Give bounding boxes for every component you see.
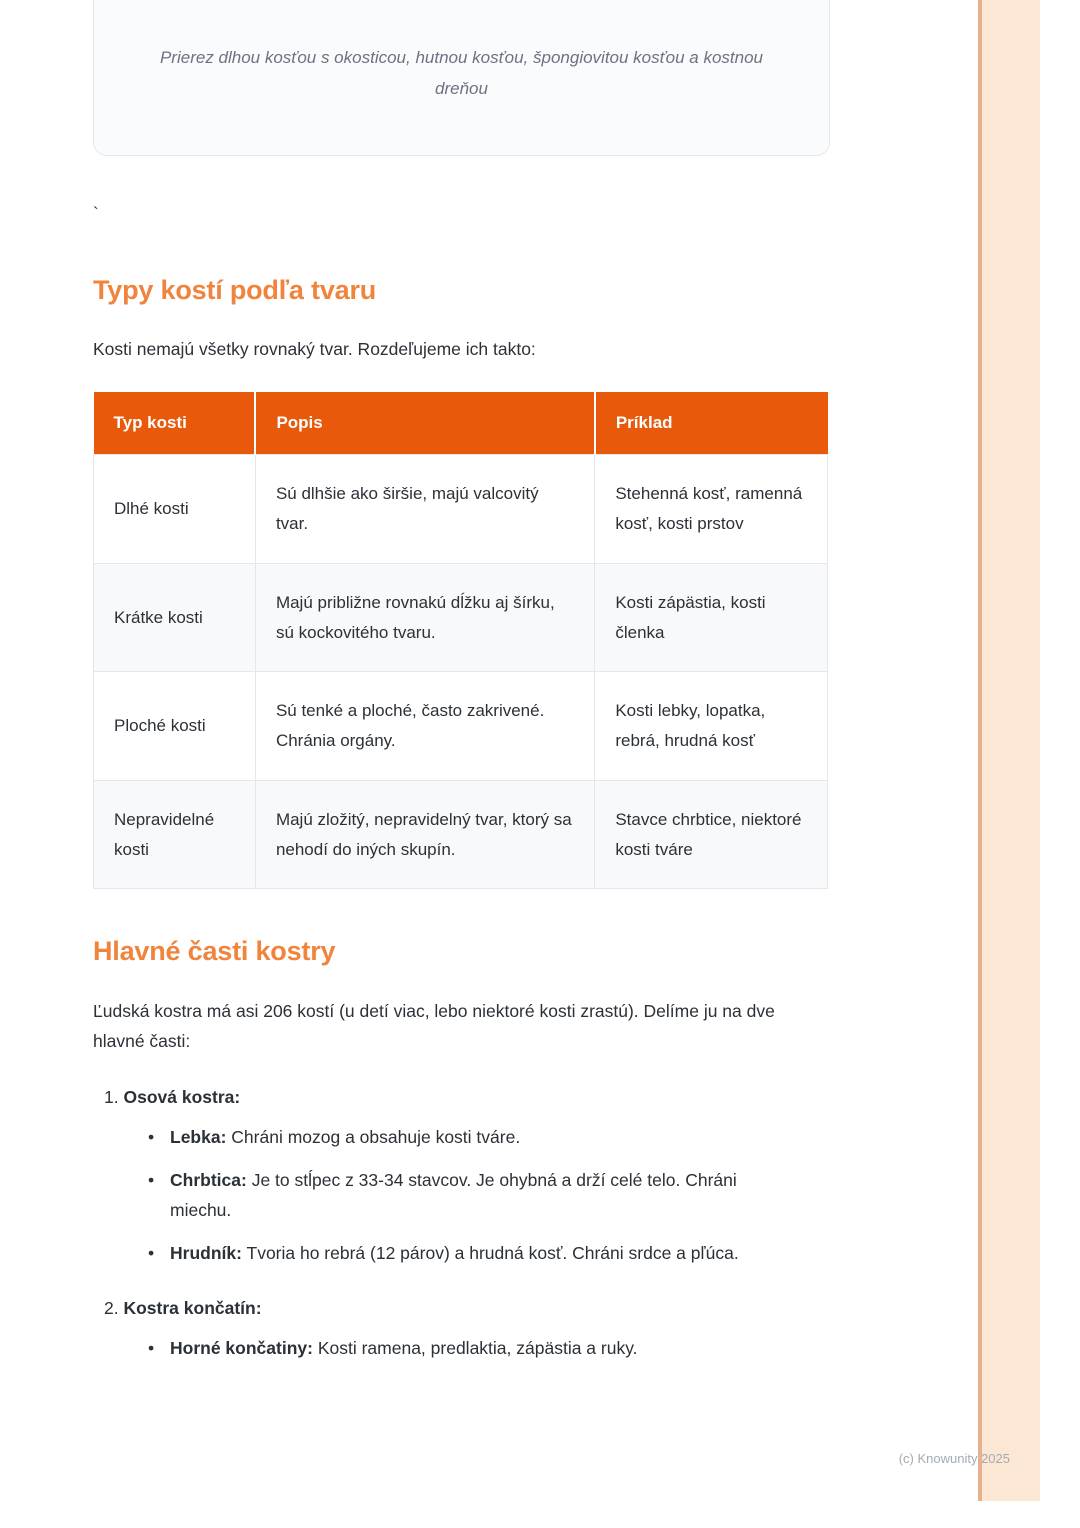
table-header-row — [94, 392, 828, 455]
table-cell: Kosti lebky, lopatka, rebrá, hrudná kosť — [595, 672, 828, 781]
table-cell: Sú dlhšie ako širšie, majú valcovitý tvar. — [255, 455, 594, 564]
list-item-label: Hrudník: — [170, 1243, 242, 1264]
list-group-title — [104, 1082, 830, 1112]
table-cell: Majú zložitý, nepravidelný tvar, ktorý sa nehodí do iných skupín. — [255, 780, 594, 889]
table-cell: Kosti zápästia, kosti členka — [595, 563, 828, 672]
list-group-limb-skeleton — [104, 1293, 830, 1363]
list-item-text: Kosti ramena, predlaktia, zápästia a ruky. — [317, 1337, 638, 1358]
sublist — [104, 1122, 830, 1268]
list-item — [148, 1122, 773, 1152]
table-cell: Dlhé kosti — [94, 455, 256, 564]
list-item-text: Tvoria ho rebrá (12 párov) a hrudná kosť. Chráni srdce a pľúca. — [246, 1243, 739, 1264]
table-row — [94, 780, 828, 889]
watermark: (c) Knowunity 2025 — [898, 1451, 1010, 1466]
list-group-axial-skeleton — [104, 1082, 830, 1268]
heading-bone-types: Typy kostí podľa tvaru — [93, 275, 377, 305]
table-cell: Ploché kosti — [94, 672, 256, 781]
table-header-cell-description: Popis — [255, 392, 594, 455]
list-group-label: Osová kostra: — [123, 1087, 241, 1108]
list-group-label: Kostra končatín: — [123, 1297, 262, 1318]
skeleton-parts-intro: Ľudská kostra má asi 206 kostí (u detí viac, lebo niektoré kosti zrastú). Delíme ju na dve hlavné časti: — [93, 1000, 775, 1051]
list-number: 1. — [104, 1087, 119, 1108]
table-row — [94, 563, 828, 672]
figure-caption-box — [93, 0, 830, 156]
list-item-text: Je to stĺpec z 33-34 stavcov. Je ohybná a drží celé telo. Chráni miechu. — [170, 1170, 737, 1221]
list-item — [148, 1333, 773, 1363]
stray-backtick: ` — [93, 204, 99, 223]
table-row — [94, 672, 828, 781]
table-cell: Majú približne rovnakú dĺžku aj šírku, sú kockovitého tvaru. — [255, 563, 594, 672]
heading-skeleton-parts: Hlavné časti kostry — [93, 936, 336, 967]
table-header-cell-type: Typ kosti — [94, 392, 256, 455]
list-item-text: Chráni mozog a obsahuje kosti tváre. — [231, 1127, 521, 1148]
sublist — [104, 1333, 830, 1363]
figure-caption: Prierez dlhou kosťou s okosticou, hutnou kosťou, špongiovitou kosťou a kostnou dreňou — [159, 48, 764, 98]
bone-types-table — [93, 392, 828, 889]
skeleton-parts-list — [93, 1082, 830, 1363]
table-cell: Stehenná kosť, ramenná kosť, kosti prstov — [595, 455, 828, 564]
table-row — [94, 455, 828, 564]
list-item — [148, 1165, 773, 1225]
list-item-label: Lebka: — [170, 1127, 227, 1148]
list-item-label: Chrbtica: — [170, 1170, 247, 1191]
list-group-title — [104, 1293, 830, 1323]
list-item — [148, 1238, 773, 1268]
bone-types-intro: Kosti nemajú všetky rovnaký tvar. Rozdeľujeme ich takto: — [93, 339, 536, 360]
table-cell: Stavce chrbtice, niektoré kosti tváre — [595, 780, 828, 889]
table-header-cell-example: Príklad — [595, 392, 828, 455]
list-item-label: Horné končatiny: — [170, 1337, 313, 1358]
table-cell: Sú tenké a ploché, často zakrivené. Chránia orgány. — [255, 672, 594, 781]
list-number: 2. — [104, 1297, 119, 1318]
table-cell: Krátke kosti — [94, 563, 256, 672]
table-cell: Nepravidelné kosti — [94, 780, 256, 889]
document-content — [93, 0, 830, 1363]
page-edge-stripe — [978, 0, 1040, 1501]
